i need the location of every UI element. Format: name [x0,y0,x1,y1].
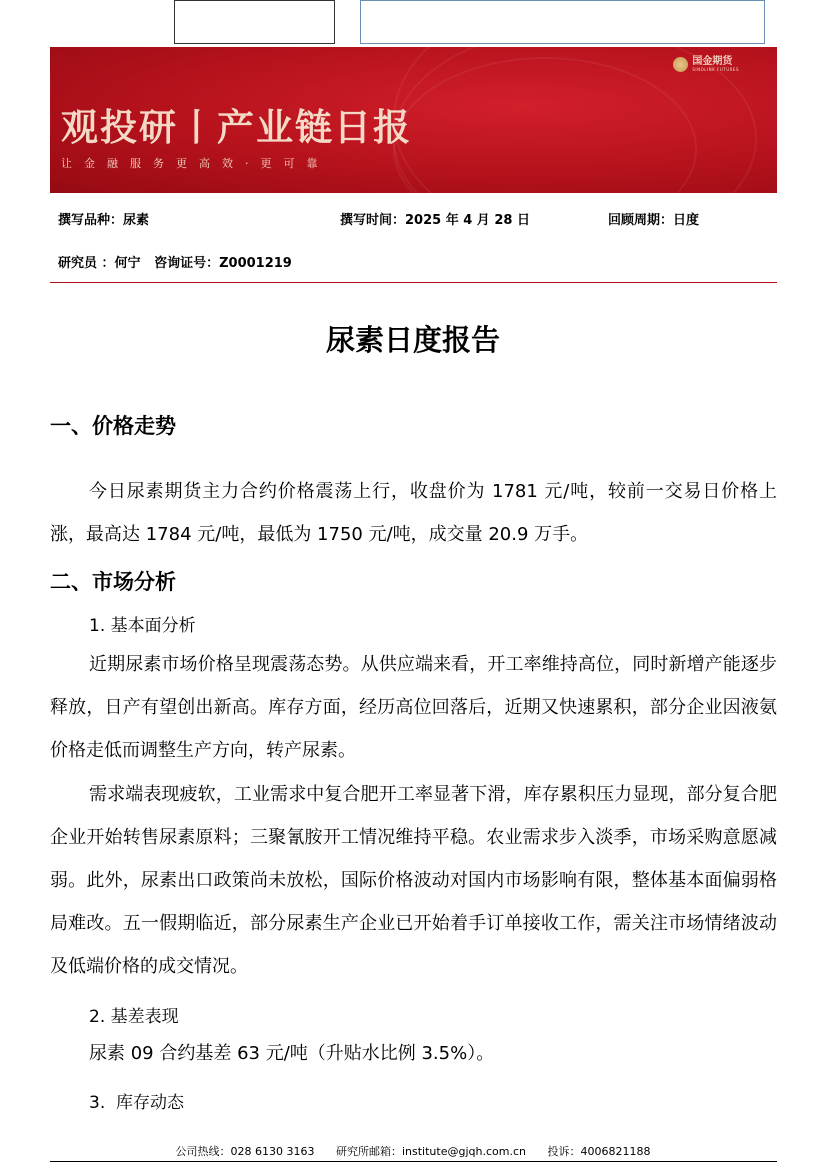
banner-title: 观投研丨产业链日报 [61,106,412,149]
meta-variety: 撰写品种：尿素 [58,213,150,228]
fundamentals-paragraph-2: 需求端表现疲软，工业需求中复合肥开工率显著下滑，库存累积压力显现，部分复合肥企业开始转售尿素原料；三聚氰胺开工情况维持平稳。农业需求步入淡季，市场采购意愿减弱。此外，尿素出口政策尚未放松，国际价格波动对国内市场影响有限，整体基本面偏弱格局难改。五一假期临近，部分尿素生产企业已开始着手订单接收工作，需关注市场情绪波动及低端价格的成交情况。 [50,784,777,977]
section-heading-price: 一、价格走势 [50,414,176,438]
price-paragraph: 今日尿素期货主力合约价格震荡上行，收盘价为 1781 元/吨，较前一交易日价格上涨，最高达 1784 元/吨，最低为 1750 元/吨，成交量 20.9 万手。 [50,481,777,545]
logo-name-cn: 国金期货 [692,56,733,67]
meta-date: 撰写时间：2025 年 4 月 28 日 [340,213,530,228]
meta-period: 回顾周期：日度 [608,213,700,228]
banner-slogan: 让金融服务更高效·更可靠 [61,157,330,170]
page-footer [0,1143,826,1159]
logo-name-en: SINOLINK FUTURES [692,67,739,72]
subheading-fundamentals: 1. 基本面分析 [89,616,196,636]
document-title: 尿素日度报告 [325,323,500,357]
meta-researcher: 研究员 ：何宁 咨询证号：Z0001219 [58,256,292,271]
header-divider [50,282,777,283]
footer-complaint: 投诉：4006821188 [547,1145,651,1158]
basis-paragraph: 尿素 09 合约基差 63 元/吨（升贴水比例 3.5%）。 [89,1043,495,1064]
logo-icon [673,57,688,72]
subheading-basis: 2. 基差表现 [89,1007,179,1027]
footer-divider [50,1161,777,1162]
company-logo [673,57,739,72]
report-banner [50,47,777,193]
section-heading-market: 二、市场分析 [50,570,176,594]
fundamentals-paragraph-1: 近期尿素市场价格呈现震荡态势。从供应端来看，开工率维持高位，同时新增产能逐步释放，日产有望创出新高。库存方面，经历高位回落后，近期又快速累积，部分企业因液氨价格走低而调整生产方向，转产尿素。 [50,654,777,761]
footer-email: 研究所邮箱：institute@gjqh.com.cn [335,1145,526,1158]
header-box-left [174,0,335,44]
subheading-inventory: 3. 库存动态 [89,1093,185,1113]
header-box-right [360,0,765,44]
footer-hotline: 公司热线：028 6130 3163 [175,1145,315,1158]
